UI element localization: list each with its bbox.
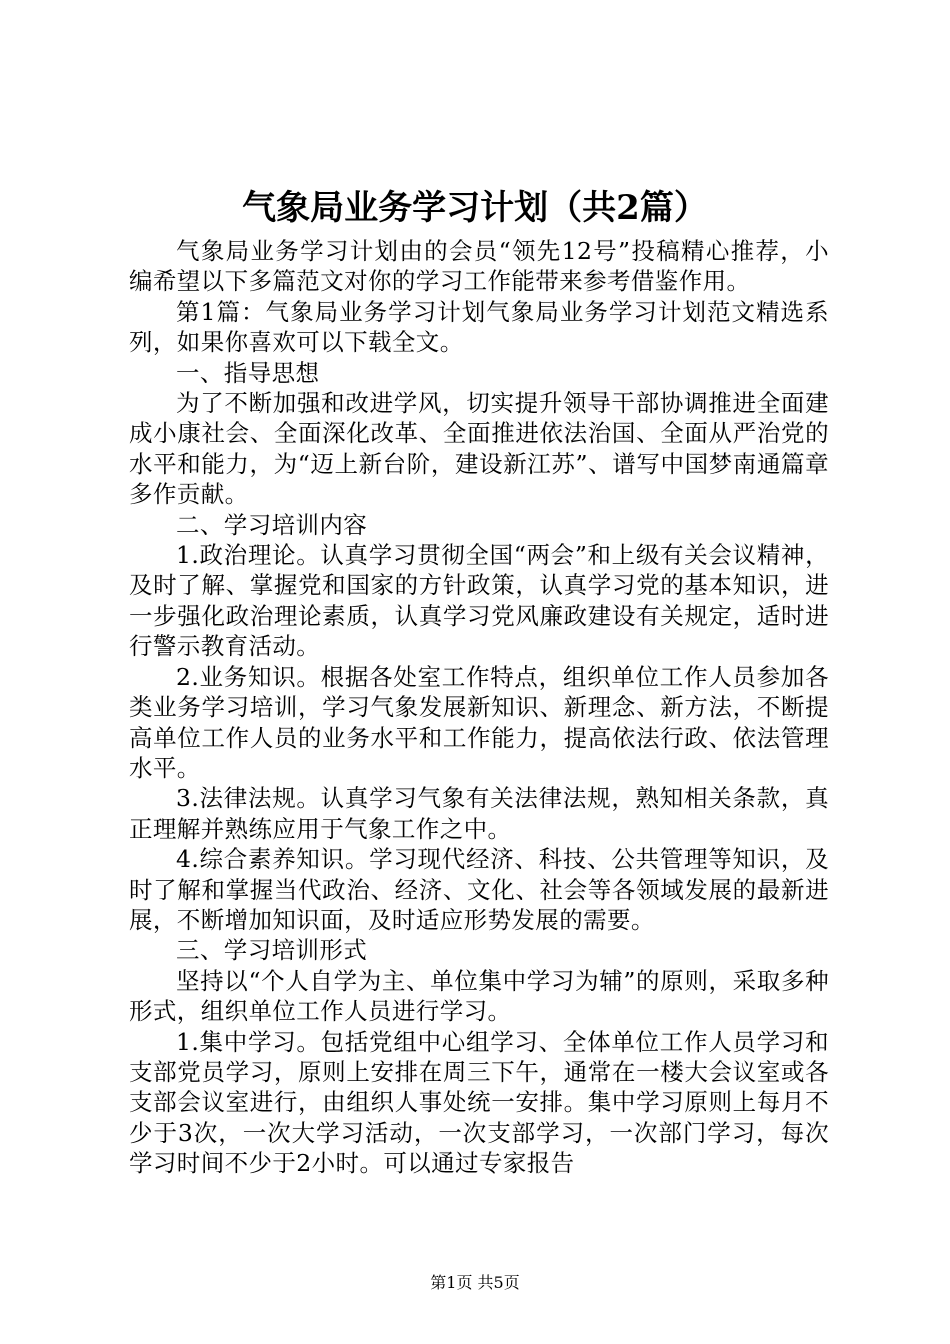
section-heading-guiding-thought: 一、指导思想 (176, 358, 320, 387)
document-body (129, 236, 829, 1179)
paragraph-centralized-study: 1.集中学习。包括党组中心组学习、全体单位工作人员学习和支部党员学习，原则上安排在周三下午，通常在一楼大会议室或各支部会议室进行，由组织人事处统一安排。集中学习原则上每月不少于3次，一次大学习活动，一次支部学习，一次部门学习，每次学习时间不少于2小时。可以通过专家报告 (129, 1027, 829, 1178)
section-heading-training-form: 三、学习培训形式 (176, 936, 368, 965)
document-title: 气象局业务学习计划（共2篇） (242, 188, 708, 228)
paragraph-intro: 气象局业务学习计划由的会员“领先12号”投稿精心推荐，小编希望以下多篇范文对你的学习工作能带来参考借鉴作用。 (129, 237, 829, 296)
paragraph-part-one: 第1篇：气象局业务学习计划气象局业务学习计划范文精选系列，如果你喜欢可以下载全文。 (129, 297, 829, 357)
paragraph-laws-regulations: 3.法律法规。认真学习气象有关法律法规，熟知相关条款，真正理解并熟练应用于气象工作之中。 (129, 784, 829, 843)
page-footer: 第1页 共5页 (430, 1273, 520, 1292)
section-heading-training-content: 二、学习培训内容 (176, 510, 368, 539)
paragraph-business-knowledge: 2.业务知识。根据各处室工作特点，组织单位工作人员参加各类业务学习培训，学习气象发展新知识、新理念、新方法，不断提高单位工作人员的业务水平和工作能力，提高依法行政、依法管理水平。 (129, 662, 829, 782)
paragraph-guiding-thought: 为了不断加强和改进学风，切实提升领导干部协调推进全面建成小康社会、全面深化改革、全面推进依法治国、全面从严治党的水平和能力，为“迈上新台阶，建设新江苏”、谱写中国梦南通篇章多作贡献。 (129, 389, 829, 509)
paragraph-training-principle: 坚持以“个人自学为主、单位集中学习为辅”的原则，采取多种形式，组织单位工作人员进行学习。 (129, 966, 829, 1026)
paragraph-political-theory: 1.政治理论。认真学习贯彻全国“两会”和上级有关会议精神，及时了解、掌握党和国家的方针政策，认真学习党的基本知识，进一步强化政治理论素质，认真学习党风廉政建设有关规定，适时进行警示教育活动。 (129, 541, 829, 661)
paragraph-comprehensive-knowledge: 4.综合素养知识。学习现代经济、科技、公共管理等知识，及时了解和掌握当代政治、经济、文化、社会等各领域发展的最新进展，不断增加知识面，及时适应形势发展的需要。 (129, 845, 829, 934)
